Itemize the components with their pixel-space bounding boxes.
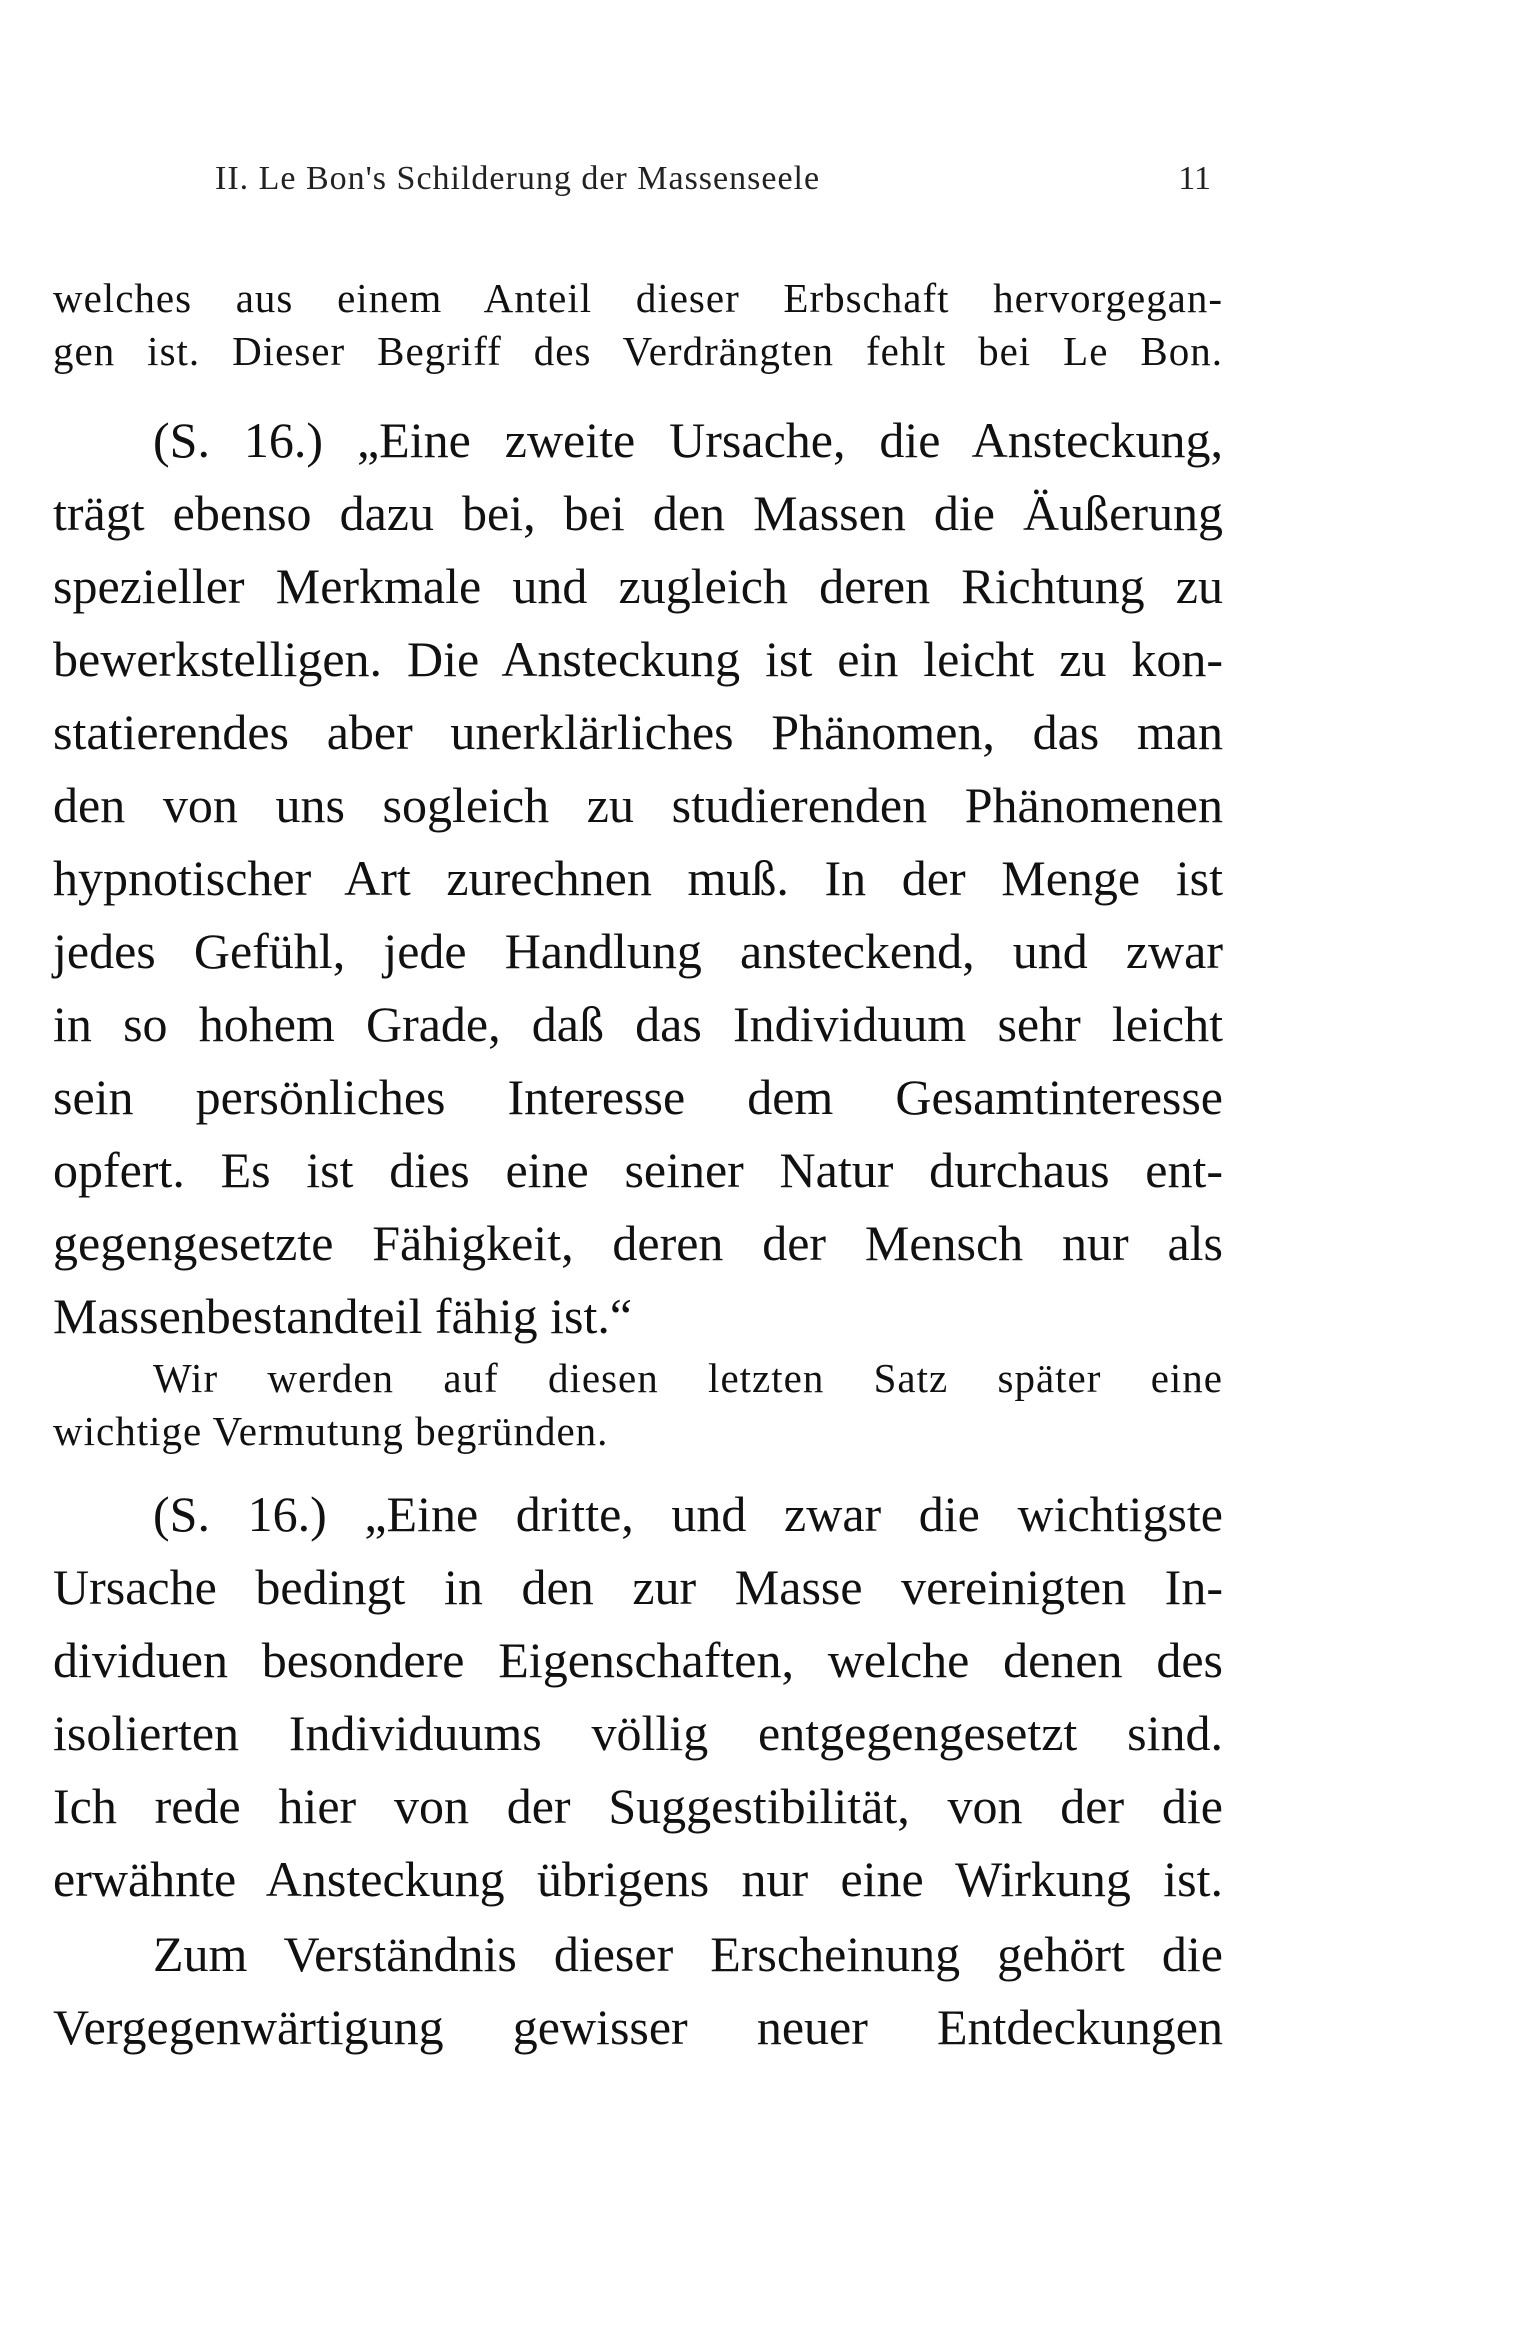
text-line: isolierten Individuums völlig entgegengesetzt sind. [53, 1705, 1223, 1761]
text-line: den von uns sogleich zu studierenden Phänomenen [53, 777, 1223, 833]
text-line: Ursache bedingt in den zur Masse vereinigten In- [53, 1559, 1223, 1615]
quotation-contagion [53, 404, 1223, 1353]
text-line: gegengesetzte Fähigkeit, deren der Mensch nur als [53, 1215, 1223, 1271]
text-line: jedes Gefühl, jede Handlung ansteckend, und zwar [53, 923, 1223, 979]
quotation-suggestibility [53, 1478, 1223, 1916]
text-line: hypnotischer Art zurechnen muß. In der Menge ist [53, 850, 1223, 906]
text-line: (S. 16.) „Eine zweite Ursache, die Ansteckung, [153, 412, 1223, 468]
running-title: II. Le Bon's Schilderung der Massenseele [215, 160, 821, 197]
paragraph-commentary [53, 1352, 1223, 1458]
text-line: gen ist. Dieser Begriff des Verdrängten fehlt bei Le Bon. [53, 328, 1223, 374]
book-page [53, 0, 1223, 2333]
text-line: bewerkstelligen. Die Ansteckung ist ein leicht zu kon- [53, 631, 1223, 687]
text-line: statierendes aber unerklärliches Phänomen, das man [53, 704, 1223, 760]
paragraph-understanding [53, 1918, 1223, 2064]
text-line: wichtige Vermutung begründen. [53, 1408, 609, 1454]
text-line: spezieller Merkmale und zugleich deren Richtung zu [53, 558, 1223, 614]
text-line: (S. 16.) „Eine dritte, und zwar die wichtigste [153, 1486, 1223, 1542]
text-line: Vergegenwärtigung gewisser neuer Entdeckungen [53, 1999, 1223, 2055]
text-line: trägt ebenso dazu bei, bei den Massen die Äußerung [53, 485, 1223, 541]
paragraph-continuation [53, 272, 1223, 378]
text-line: Massenbestandteil fähig ist.“ [53, 1288, 633, 1344]
text-line: Wir werden auf diesen letzten Satz später eine [153, 1355, 1223, 1401]
page-number: 11 [1178, 160, 1211, 197]
text-line: dividuen besondere Eigenschaften, welche denen des [53, 1632, 1223, 1688]
text-line: Zum Verständnis dieser Erscheinung gehört die [153, 1926, 1223, 1982]
text-line: welches aus einem Anteil dieser Erbschaft hervorgegan- [53, 275, 1223, 321]
text-line: erwähnte Ansteckung übrigens nur eine Wirkung ist. [53, 1851, 1223, 1907]
text-line: sein persönliches Interesse dem Gesamtinteresse [53, 1069, 1223, 1125]
text-line: Ich rede hier von der Suggestibilität, von der die [53, 1778, 1223, 1834]
text-line: in so hohem Grade, daß das Individuum sehr leicht [53, 996, 1223, 1052]
text-line: opfert. Es ist dies eine seiner Natur durchaus ent- [53, 1142, 1223, 1198]
running-header [53, 160, 1223, 210]
